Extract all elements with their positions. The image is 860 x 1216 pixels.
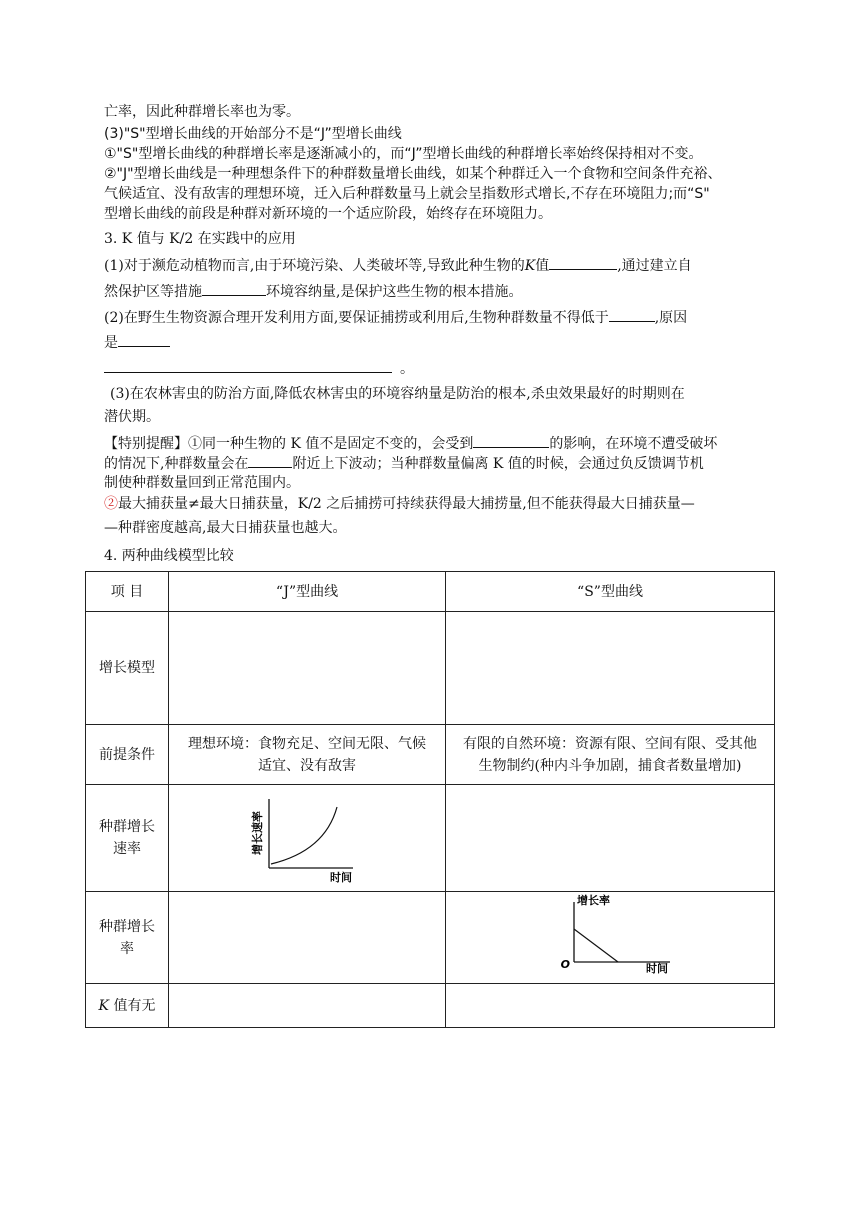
text-line: 型增长曲线的前段是种群对新环境的一个适应阶段，始终存在环境阻力。 bbox=[104, 206, 552, 222]
text-line: —种群密度越高,最大日捕获量也越大。 bbox=[104, 520, 347, 536]
text-line: (3)在农林害虫的防治方面,降低农林害虫的环境容纳量是防治的根本,杀虫效果最好的时期则在 bbox=[110, 386, 685, 402]
graph-x-label: 时间 bbox=[646, 962, 668, 975]
row-label: 种群增长 速率 bbox=[86, 785, 169, 892]
fill-blank[interactable] bbox=[609, 307, 655, 322]
table-row bbox=[86, 892, 775, 984]
text-line: 【特别提醒】①同一种生物的 K 值不是固定不变的，会受到 的影响，在环境不遭受破坏 bbox=[104, 433, 784, 454]
row-label: 种群增长 率 bbox=[86, 892, 169, 984]
comparison-table bbox=[85, 571, 775, 1028]
text-line: 是 bbox=[104, 332, 784, 353]
row-label: 前提条件 bbox=[86, 725, 169, 785]
j-speed-curve bbox=[271, 807, 337, 864]
table-cell bbox=[169, 785, 446, 892]
j-growth-speed-graph bbox=[175, 785, 439, 884]
table-cell-empty[interactable] bbox=[169, 612, 446, 725]
text-line: 然保护区等措施 环境容纳量,是保护这些生物的根本措施。 bbox=[104, 281, 784, 302]
table-row bbox=[86, 984, 775, 1028]
text-line: 。 bbox=[104, 358, 784, 379]
table-row bbox=[86, 612, 775, 725]
graph-y-label: 增长率 bbox=[577, 894, 610, 907]
table-header-row bbox=[86, 572, 775, 612]
s-growth-rate-graph bbox=[452, 892, 768, 976]
table-header-cell: “J”型曲线 bbox=[169, 572, 446, 612]
fill-blank[interactable] bbox=[473, 433, 549, 448]
graph-x-label: 时间 bbox=[330, 871, 352, 884]
row-label: 增长模型 bbox=[86, 612, 169, 725]
table-cell bbox=[446, 892, 775, 984]
text-line: ②"J"型增长曲线是一种理想条件下的种群数量增长曲线，如某个种群迁入一个食物和空间条件充裕、 bbox=[104, 166, 722, 182]
table-row bbox=[86, 725, 775, 785]
text-line: 气候适宜、没有敌害的理想环境，迁入后种群数量马上就会呈指数形式增长,不存在环境阻力;而“S" bbox=[104, 186, 710, 202]
table-cell-empty[interactable] bbox=[446, 612, 775, 725]
fill-blank[interactable] bbox=[118, 332, 170, 347]
graph-origin-label: O bbox=[560, 958, 570, 971]
section-heading: 4. 两种曲线模型比较 bbox=[104, 548, 234, 564]
table-cell-empty[interactable] bbox=[446, 984, 775, 1028]
s-rate-line bbox=[574, 929, 618, 962]
fill-blank[interactable] bbox=[549, 255, 617, 270]
graph-y-label: 增长速率 bbox=[251, 811, 264, 855]
table-header-cell: 项 目 bbox=[86, 572, 169, 612]
text-line: 潜伏期。 bbox=[104, 409, 160, 425]
fill-blank[interactable] bbox=[248, 453, 292, 468]
text-line: ①"S"型增长曲线的种群增长率是逐渐减小的，而“J”型增长曲线的种群增长率始终保持相对不变。 bbox=[104, 146, 703, 162]
text-line: 亡率，因此种群增长率也为零。 bbox=[104, 104, 300, 120]
text-line: (2)在野生生物资源合理开发利用方面,要保证捕捞或利用后,生物种群数量不得低于 ,原因 bbox=[104, 307, 784, 328]
text-line: 的情况下,种群数量会在 附近上下波动；当种群数量偏离 K 值的时候，会通过负反馈调节机 bbox=[104, 453, 784, 474]
text-line: (1)对于濒危动植物而言,由于环境污染、人类破坏等,导致此种生物的K值 ,通过建立自 bbox=[104, 255, 784, 276]
section-heading: 3. K 值与 K/2 在实践中的应用 bbox=[104, 231, 296, 247]
table-cell: 有限的自然环境：资源有限、空间有限、受其他 生物制约(种内斗争加剧，捕食者数量增加) bbox=[446, 725, 775, 785]
table-header-cell: “S”型曲线 bbox=[446, 572, 775, 612]
table-cell-empty[interactable] bbox=[446, 785, 775, 892]
table-row bbox=[86, 785, 775, 892]
row-label: K 值有无 bbox=[86, 984, 169, 1028]
fill-blank[interactable] bbox=[104, 358, 392, 373]
table-cell: 理想环境：食物充足、空间无限、气候 适宜、没有敌害 bbox=[169, 725, 446, 785]
table-cell-empty[interactable] bbox=[169, 892, 446, 984]
text-line: ②最大捕获量≠最大日捕获量，K/2 之后捕捞可持续获得最大捕捞量,但不能获得最大日捕获量— bbox=[104, 496, 695, 512]
text-line: (3)"S"型增长曲线的开始部分不是“J”型增长曲线 bbox=[104, 126, 402, 142]
fill-blank[interactable] bbox=[202, 281, 266, 296]
text-line: 制使种群数量回到正常范围内。 bbox=[104, 475, 300, 491]
table-cell-empty[interactable] bbox=[169, 984, 446, 1028]
